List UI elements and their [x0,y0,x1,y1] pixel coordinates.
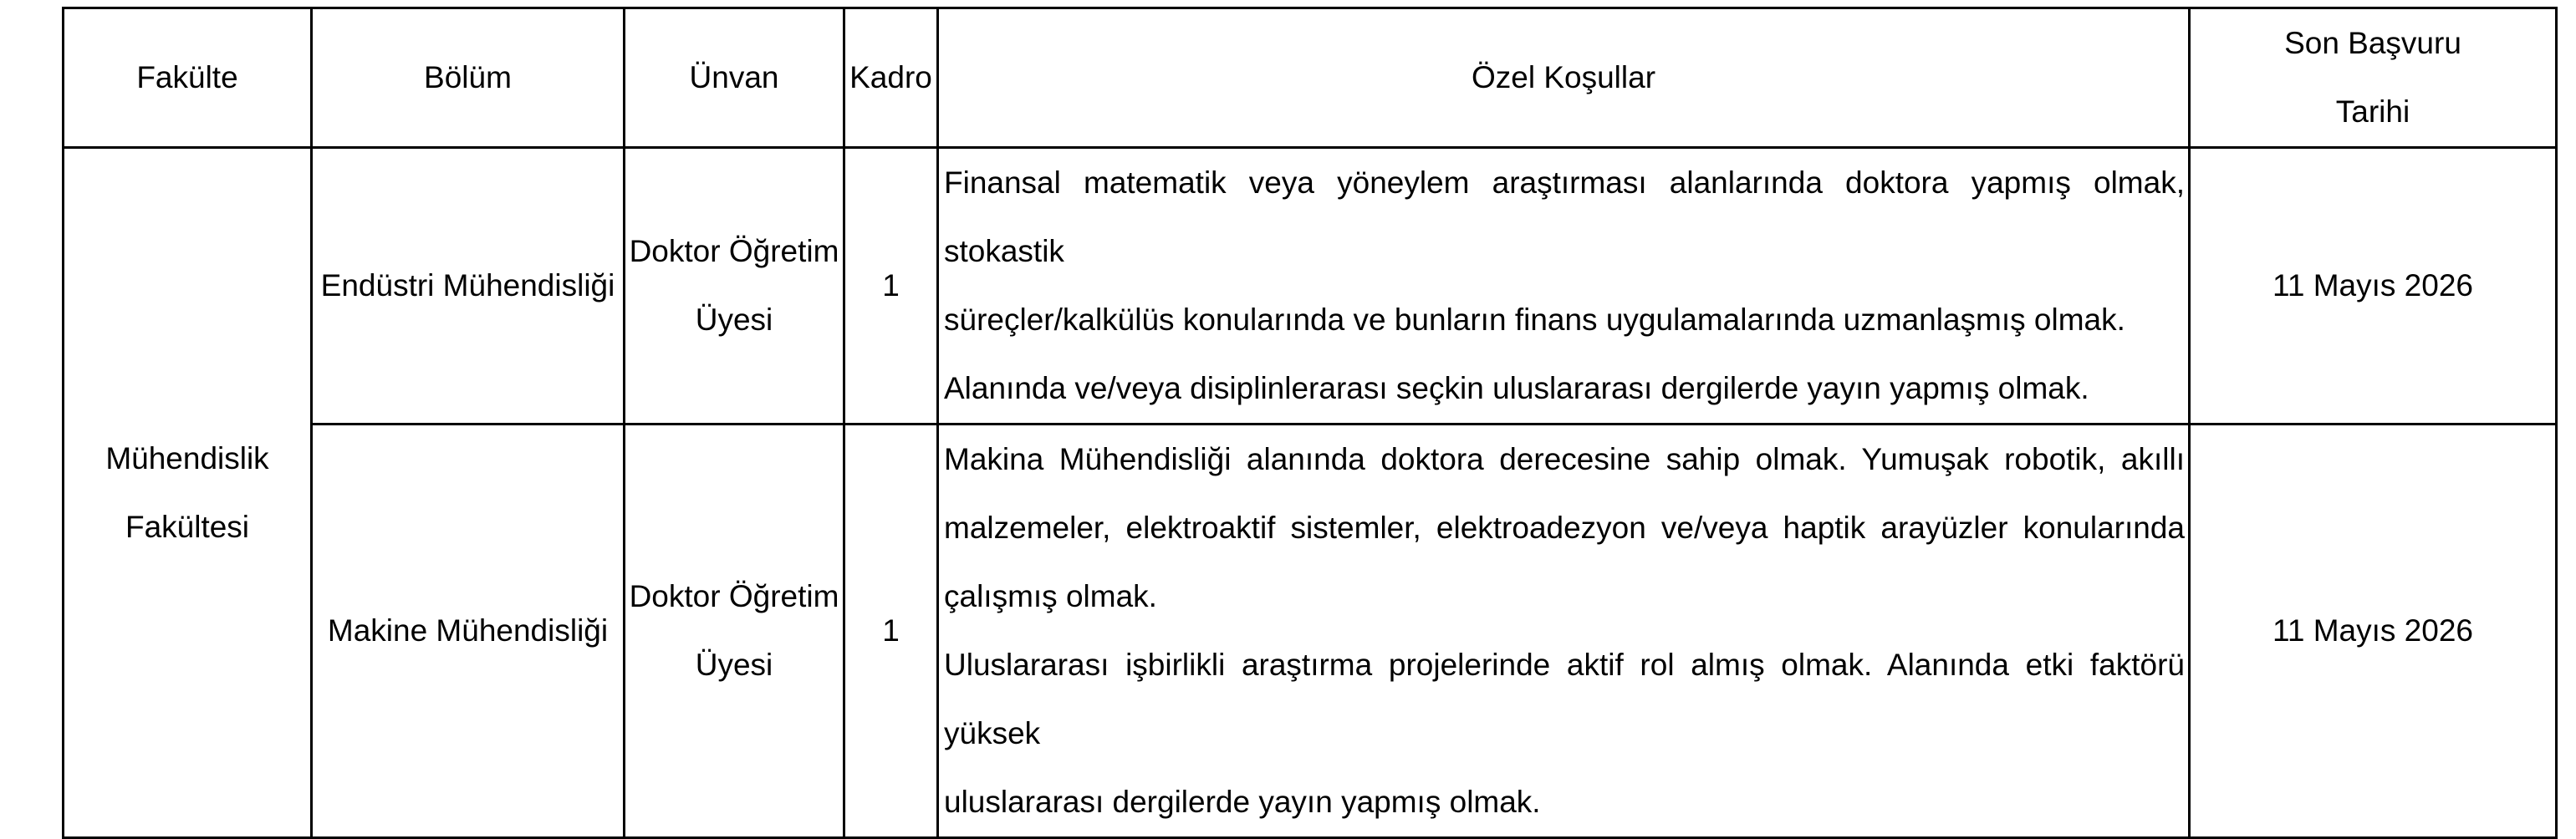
faculty-line2: Fakültesi [125,509,250,544]
faculty-cell [64,148,312,838]
kosul-line: çalışmış olmak. [944,579,1157,613]
header-son-basvuru-line1: Son Başvuru [2284,26,2461,60]
kosul-line: uluslararası dergilerde yayın yapmış olmak. [944,785,1541,819]
kadro-cell: 1 [844,148,938,425]
header-bolum: Bölüm [312,8,625,148]
header-unvan: Ünvan [625,8,844,148]
ozel-kosullar-cell [938,148,2190,425]
header-ozel-kosullar: Özel Koşullar [938,8,2190,148]
table-row [64,425,2557,838]
unvan-cell [625,425,844,838]
unvan-cell [625,148,844,425]
kosul-line: Alanında ve/veya disiplinlerarası seçkin uluslararası dergilerde yayın yapmış olmak. [944,371,2089,405]
header-son-basvuru [2190,8,2557,148]
header-kadro: Kadro [844,8,938,148]
bolum-cell: Makine Mühendisliği [312,425,625,838]
unvan-line2: Üyesi [695,303,773,337]
header-fakulte: Fakülte [64,8,312,148]
bolum-cell: Endüstri Mühendisliği [312,148,625,425]
unvan-line2: Üyesi [695,648,773,682]
kosul-line: malzemeler, elektroaktif sistemler, elektroadezyon ve/veya haptik arayüzler konularında [944,511,2185,545]
announcement-table [62,7,2558,839]
kosul-line: Uluslararası işbirlikli araştırma projelerinde aktif rol almış olmak. Alanında etki faktörü yüksek [944,648,2185,750]
kosul-line: Finansal matematik veya yöneylem araştırması alanlarında doktora yapmış olmak, stokastik [944,165,2185,268]
unvan-line1: Doktor Öğretim [629,234,839,268]
son-basvuru-tarihi-cell: 11 Mayıs 2026 [2190,425,2557,838]
table-row [64,148,2557,425]
kadro-cell: 1 [844,425,938,838]
son-basvuru-tarihi-cell: 11 Mayıs 2026 [2190,148,2557,425]
kosul-line: Makina Mühendisliği alanında doktora derecesine sahip olmak. Yumuşak robotik, akıllı [944,442,2185,476]
header-row [64,8,2557,148]
faculty-line1: Mühendislik [105,440,269,475]
header-son-basvuru-line2: Tarihi [2335,94,2410,129]
unvan-line1: Doktor Öğretim [629,579,839,613]
ozel-kosullar-cell [938,425,2190,838]
kosul-line: süreçler/kalkülüs konularında ve bunların finans uygulamalarında uzmanlaşmış olmak. [944,303,2125,337]
